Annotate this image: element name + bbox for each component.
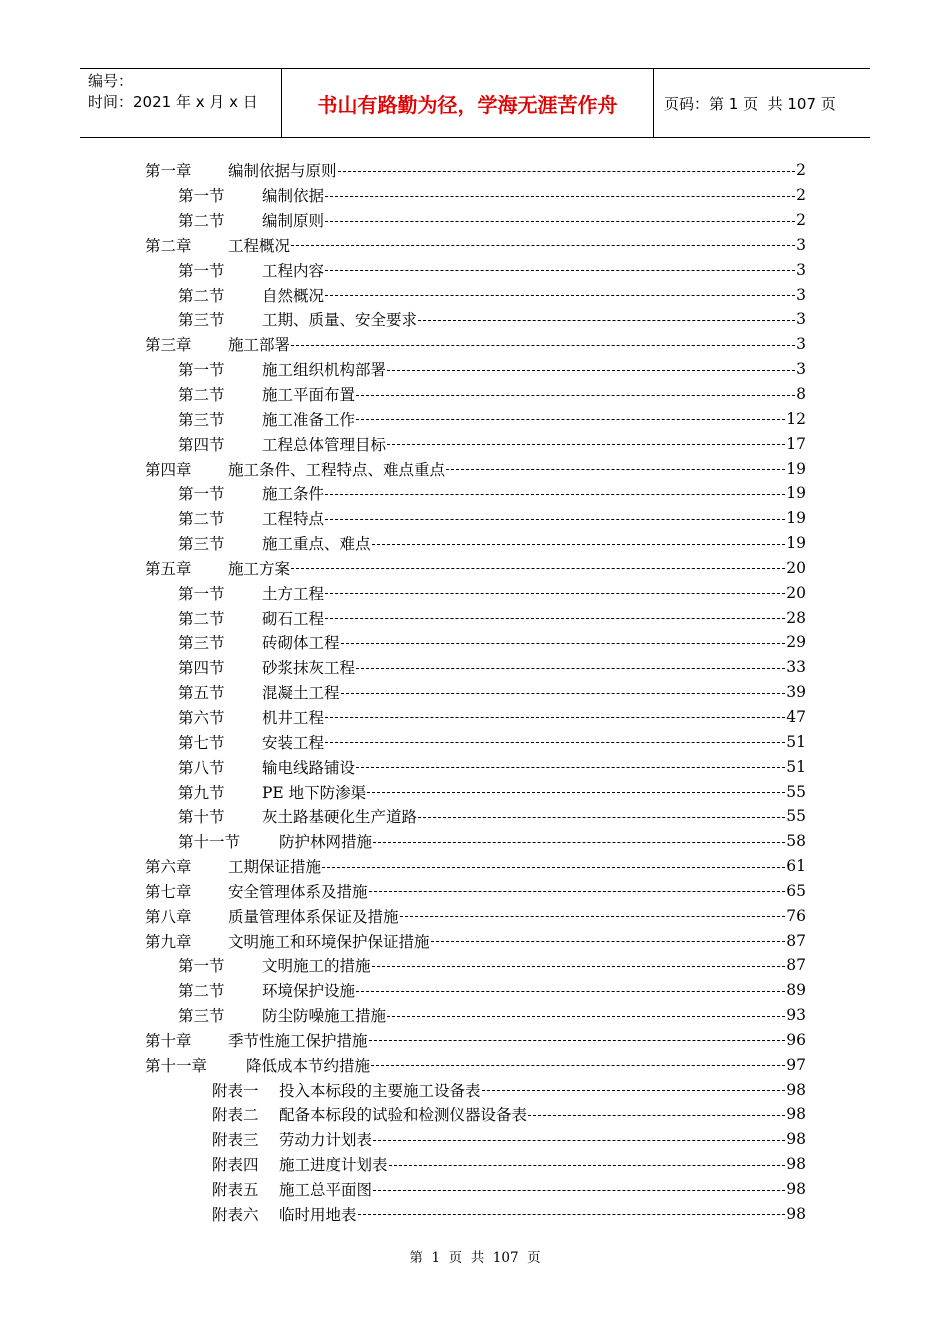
toc-entry-title: 劳动力计划表: [279, 1131, 373, 1150]
toc-entry-title: 工程特点: [262, 510, 325, 529]
toc-entry-number: 第二节: [178, 982, 225, 1001]
toc-entry-page: 3: [796, 335, 806, 354]
page-header: [80, 68, 870, 138]
toc-entry-title: 防护林网措施: [279, 833, 373, 852]
toc-entry-number: 第二章: [145, 236, 192, 255]
toc-entry-page: 12: [786, 409, 806, 428]
toc-entry-number: 附表六: [212, 1205, 259, 1224]
toc-entry-number: 第四节: [178, 659, 225, 678]
toc-entry-number: 第六章: [145, 858, 192, 877]
toc-entry-number: 第二节: [178, 510, 225, 529]
toc-entry: [145, 282, 806, 307]
toc-entry-page: 39: [786, 683, 806, 702]
toc-leader-line: [431, 941, 786, 943]
toc-entry-title: 防尘防噪施工措施: [262, 1007, 387, 1026]
toc-leader-line: [389, 1165, 786, 1167]
toc-entry: [145, 183, 806, 208]
toc-leader-line: [325, 717, 785, 719]
toc-entry: [145, 680, 806, 705]
toc-entry-title: 文明施工的措施: [262, 957, 371, 976]
toc-entry-title: 砂浆抹灰工程: [262, 659, 356, 678]
document-number-label: 编号：: [88, 72, 134, 90]
toc-entry: [145, 829, 806, 854]
toc-leader-line: [356, 991, 785, 993]
toc-entry-number: 第三节: [178, 410, 225, 429]
toc-entry-title: 砌石工程: [262, 609, 325, 628]
toc-entry-number: 第四节: [178, 435, 225, 454]
toc-entry: [145, 1077, 806, 1102]
toc-leader-line: [369, 1040, 786, 1042]
toc-entry-page: 98: [786, 1180, 806, 1199]
toc-entry: [145, 332, 806, 357]
toc-entry: [145, 1201, 806, 1226]
document-time: 时间：2021 年 x 月 x 日: [88, 93, 258, 111]
toc-entry-title: 工期保证措施: [228, 858, 322, 877]
toc-leader-line: [528, 1115, 785, 1117]
toc-entry: [145, 481, 806, 506]
toc-entry: [145, 1152, 806, 1177]
toc-entry-number: 第五节: [178, 684, 225, 703]
toc-leader-line: [325, 742, 785, 744]
toc-entry-page: 3: [796, 260, 806, 279]
toc-leader-line: [372, 544, 786, 546]
toc-entry: [145, 1052, 806, 1077]
header-page-info-text: 页码：第 1 页 共 107 页: [664, 94, 836, 113]
toc-leader-line: [325, 618, 785, 620]
toc-entry: [145, 233, 806, 258]
toc-entry: [145, 580, 806, 605]
toc-entry-page: 3: [796, 285, 806, 304]
toc-entry-title: 输电线路铺设: [262, 758, 356, 777]
toc-entry-page: 61: [786, 857, 806, 876]
toc-entry-title: 施工重点、难点: [262, 535, 371, 554]
toc-entry-title: 安装工程: [262, 733, 325, 752]
toc-leader-line: [418, 320, 795, 322]
toc-entry: [145, 257, 806, 282]
toc-entry-title: 投入本标段的主要施工设备表: [279, 1081, 481, 1100]
toc-entry-page: 76: [786, 906, 806, 925]
toc-entry-number: 第九节: [178, 783, 225, 802]
toc-leader-line: [356, 767, 785, 769]
toc-entry-title: 施工准备工作: [262, 410, 356, 429]
toc-entry-number: 第十一节: [178, 833, 241, 852]
toc-entry-title: 施工进度计划表: [279, 1156, 388, 1175]
header-page-info: [654, 69, 870, 137]
toc-entry-page: 3: [796, 310, 806, 329]
toc-entry: [145, 928, 806, 953]
toc-entry: [145, 878, 806, 903]
toc-entry-title: 灰土路基硬化生产道路: [262, 808, 418, 827]
toc-entry-page: 17: [786, 434, 806, 453]
toc-entry-title: 编制依据: [262, 187, 325, 206]
toc-entry-number: 第二节: [178, 212, 225, 231]
toc-leader-line: [372, 966, 786, 968]
toc-leader-line: [341, 693, 786, 695]
toc-entry-page: 51: [786, 732, 806, 751]
toc-entry-number: 第三章: [145, 336, 192, 355]
toc-leader-line: [356, 419, 785, 421]
toc-leader-line: [482, 1090, 786, 1092]
toc-entry: [145, 779, 806, 804]
toc-entry-page: 20: [786, 583, 806, 602]
toc-entry-page: 98: [786, 1130, 806, 1149]
toc-leader-line: [325, 494, 785, 496]
toc-entry-title: 施工部署: [228, 336, 291, 355]
toc-entry-page: 98: [786, 1080, 806, 1099]
toc-entry-page: 19: [786, 459, 806, 478]
toc-entry: [145, 655, 806, 680]
toc-entry-number: 第二节: [178, 386, 225, 405]
toc-entry-title: 施工条件、工程特点、难点重点: [228, 460, 446, 479]
toc-entry: [145, 605, 806, 630]
toc-entry-page: 8: [796, 385, 806, 404]
toc-entry-page: 98: [786, 1204, 806, 1223]
toc-entry-page: 3: [796, 360, 806, 379]
toc-entry-page: 29: [786, 633, 806, 652]
toc-entry-title: 施工条件: [262, 485, 325, 504]
toc-entry: [145, 556, 806, 581]
toc-leader-line: [325, 519, 785, 521]
toc-entry-number: 第九章: [145, 932, 192, 951]
toc-leader-line: [387, 370, 795, 372]
toc-entry-page: 96: [786, 1030, 806, 1049]
toc-entry-number: 第一节: [178, 485, 225, 504]
toc-entry-number: 第二节: [178, 286, 225, 305]
toc-entry-page: 87: [786, 956, 806, 975]
toc-entry-title: 工期、质量、安全要求: [262, 311, 418, 330]
toc-entry-number: 第一节: [178, 187, 225, 206]
toc-leader-line: [367, 792, 785, 794]
toc-entry-title: PE 地下防渗渠: [262, 783, 367, 802]
toc-leader-line: [338, 171, 796, 173]
toc-leader-line: [373, 1140, 785, 1142]
toc-entry-title: 配备本标段的试验和检测仪器设备表: [279, 1106, 528, 1125]
toc-leader-line: [322, 867, 785, 869]
toc-entry-page: 98: [786, 1105, 806, 1124]
toc-entry: [145, 630, 806, 655]
toc-entry-page: 2: [796, 186, 806, 205]
toc-leader-line: [325, 295, 795, 297]
toc-leader-line: [418, 817, 785, 819]
toc-entry: [145, 903, 806, 928]
toc-entry-number: 第三节: [178, 535, 225, 554]
header-motto: 书山有路勤为径，学海无涯苦作舟: [282, 69, 654, 137]
toc-entry-page: 93: [786, 1006, 806, 1025]
toc-entry-title: 降低成本节约措施: [246, 1056, 371, 1075]
toc-leader-line: [325, 593, 785, 595]
toc-entry-number: 附表五: [212, 1181, 259, 1200]
toc-leader-line: [369, 891, 786, 893]
toc-entry-number: 第六节: [178, 708, 225, 727]
toc-entry: [145, 1028, 806, 1053]
toc-entry-number: 第三节: [178, 1007, 225, 1026]
toc-entry-page: 19: [786, 484, 806, 503]
toc-entry-page: 87: [786, 931, 806, 950]
toc-entry: [145, 754, 806, 779]
toc-entry-title: 混凝土工程: [262, 684, 340, 703]
toc-entry-page: 2: [796, 211, 806, 230]
toc-leader-line: [325, 221, 795, 223]
toc-entry-title: 施工平面布置: [262, 386, 356, 405]
toc-entry-page: 3: [796, 235, 806, 254]
toc-entry-number: 第一节: [178, 584, 225, 603]
toc-entry: [145, 953, 806, 978]
toc-entry-number: 第五章: [145, 559, 192, 578]
toc-entry-title: 机井工程: [262, 708, 325, 727]
toc-entry-title: 工程概况: [228, 236, 291, 255]
toc-entry-title: 环境保护设施: [262, 982, 356, 1001]
toc-entry-page: 51: [786, 757, 806, 776]
toc-entry-page: 47: [786, 707, 806, 726]
toc-entry-title: 编制原则: [262, 212, 325, 231]
page-footer: 第 1 页 共 107 页: [409, 1250, 541, 1266]
toc-leader-line: [400, 916, 786, 918]
toc-leader-line: [373, 842, 785, 844]
toc-entry-page: 55: [786, 807, 806, 826]
toc-entry-page: 58: [786, 832, 806, 851]
toc-entry-title: 文明施工和环境保护保证措施: [228, 932, 430, 951]
toc-leader-line: [291, 245, 795, 247]
toc-entry: [145, 705, 806, 730]
toc-entry-page: 98: [786, 1155, 806, 1174]
toc-entry-page: 20: [786, 558, 806, 577]
toc-entry: [145, 307, 806, 332]
header-meta: [80, 69, 282, 137]
toc-entry-number: 第四章: [145, 460, 192, 479]
toc-entry-page: 33: [786, 658, 806, 677]
toc-entry-title: 临时用地表: [279, 1205, 357, 1224]
toc-entry-title: 土方工程: [262, 584, 325, 603]
toc-entry: [145, 456, 806, 481]
toc-leader-line: [325, 270, 795, 272]
table-of-contents: [145, 158, 806, 1226]
toc-leader-line: [291, 345, 795, 347]
toc-entry-page: 2: [796, 161, 806, 180]
toc-leader-line: [341, 643, 786, 645]
toc-entry-number: 第十章: [145, 1031, 192, 1050]
toc-leader-line: [387, 1016, 785, 1018]
toc-entry-number: 第八章: [145, 907, 192, 926]
toc-entry: [145, 506, 806, 531]
toc-entry-number: 第一节: [178, 261, 225, 280]
toc-entry-page: 97: [786, 1055, 806, 1074]
toc-entry-title: 施工组织机构部署: [262, 361, 387, 380]
toc-entry-number: 第三节: [178, 311, 225, 330]
toc-entry: [145, 158, 806, 183]
toc-entry-number: 第一节: [178, 957, 225, 976]
toc-entry-title: 工程内容: [262, 261, 325, 280]
toc-entry-title: 安全管理体系及措施: [228, 882, 368, 901]
toc-entry-title: 施工方案: [228, 559, 291, 578]
toc-entry-page: 19: [786, 534, 806, 553]
toc-entry-number: 第三节: [178, 634, 225, 653]
toc-entry: [145, 406, 806, 431]
toc-leader-line: [373, 1190, 785, 1192]
toc-entry-page: 28: [786, 608, 806, 627]
toc-entry: [145, 1177, 806, 1202]
toc-entry: [145, 854, 806, 879]
toc-entry: [145, 531, 806, 556]
toc-leader-line: [356, 395, 795, 397]
toc-entry-page: 19: [786, 509, 806, 528]
toc-entry-number: 附表二: [212, 1106, 259, 1125]
toc-entry-number: 第一节: [178, 361, 225, 380]
toc-entry-number: 第十一章: [145, 1056, 208, 1075]
toc-entry-title: 季节性施工保护措施: [228, 1031, 368, 1050]
toc-entry: [145, 357, 806, 382]
toc-entry-title: 质量管理体系保证及措施: [228, 907, 399, 926]
toc-entry-number: 第一章: [145, 162, 192, 181]
toc-leader-line: [291, 568, 785, 570]
toc-leader-line: [446, 469, 785, 471]
toc-leader-line: [387, 444, 785, 446]
toc-entry-number: 第七节: [178, 733, 225, 752]
toc-entry-number: 第七章: [145, 882, 192, 901]
toc-entry: [145, 1102, 806, 1127]
toc-entry-page: 65: [786, 881, 806, 900]
toc-entry-number: 附表一: [212, 1081, 259, 1100]
toc-entry: [145, 1127, 806, 1152]
toc-entry: [145, 382, 806, 407]
toc-entry: [145, 804, 806, 829]
toc-entry-page: 55: [786, 782, 806, 801]
toc-entry-title: 编制依据与原则: [228, 162, 337, 181]
toc-entry-number: 第二节: [178, 609, 225, 628]
toc-entry-title: 砖砌体工程: [262, 634, 340, 653]
toc-entry-number: 附表四: [212, 1156, 259, 1175]
toc-entry: [145, 1003, 806, 1028]
toc-leader-line: [325, 196, 795, 198]
toc-entry: [145, 729, 806, 754]
toc-entry-number: 第八节: [178, 758, 225, 777]
toc-entry: [145, 208, 806, 233]
toc-entry-title: 施工总平面图: [279, 1181, 373, 1200]
toc-leader-line: [356, 668, 785, 670]
toc-leader-line: [371, 1065, 785, 1067]
toc-entry-title: 工程总体管理目标: [262, 435, 387, 454]
toc-entry-page: 89: [786, 981, 806, 1000]
toc-entry-title: 自然概况: [262, 286, 325, 305]
toc-leader-line: [358, 1214, 786, 1216]
toc-entry-number: 附表三: [212, 1131, 259, 1150]
toc-entry: [145, 978, 806, 1003]
toc-entry-number: 第十节: [178, 808, 225, 827]
toc-entry: [145, 431, 806, 456]
